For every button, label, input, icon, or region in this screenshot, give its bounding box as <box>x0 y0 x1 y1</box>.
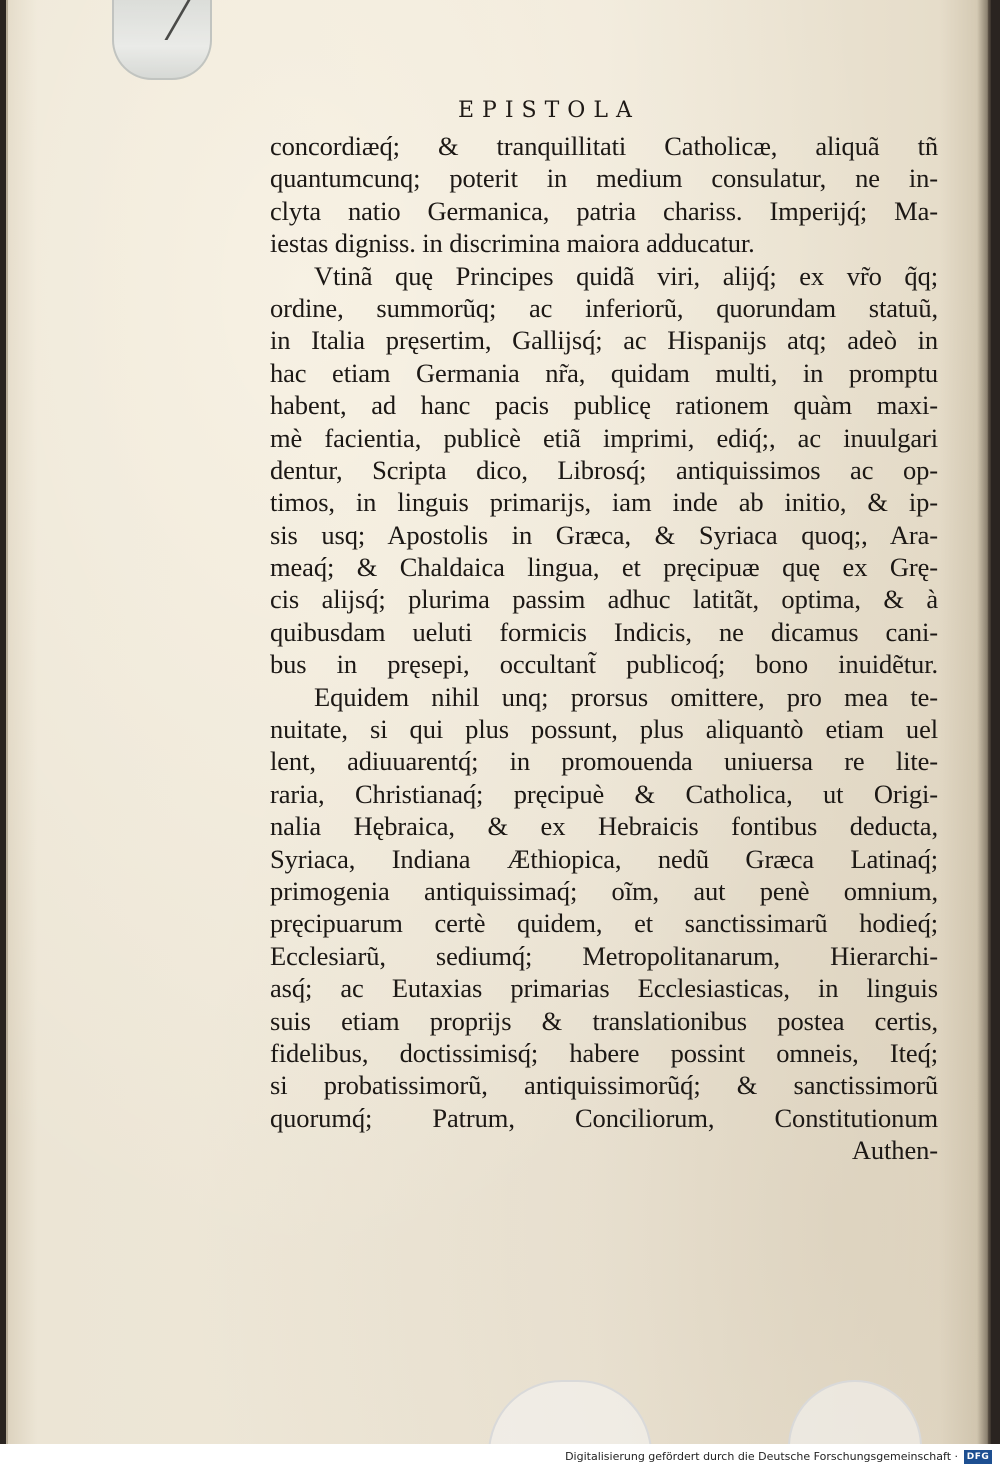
text-line: meaq́; & Chaldaica lingua, et pręcipuæ quę ex Grę- <box>270 552 938 583</box>
text-line: dentur, Scripta dico, Librosq́; antiquissimos ac op- <box>270 454 938 485</box>
text-line: fidelibus, doctissimisq́; habere possint omneis, Iteq́; <box>270 1037 938 1068</box>
text-line: nalia Hębraica, & ex Hebraicis fontibus deducta, <box>270 811 938 842</box>
text-line: sis usq; Apostolis in Græca, & Syriaca quoq;, Ara- <box>270 519 938 550</box>
book-page <box>6 0 991 1444</box>
text-line: Equidem nihil unq; prorsus omittere, pro mea te- <box>314 681 938 712</box>
page-edge-shadow <box>977 0 991 1444</box>
text-line: iestas digniss. in discrimina maiora adducatur. <box>270 228 755 259</box>
text-line: quorumq́; Patrum, Conciliorum, Constitutionum <box>270 1102 938 1133</box>
text-line: in Italia pręsertim, Gallijsq́; ac Hispanijs atq; adeò in <box>270 325 938 356</box>
text-line: pręcipuarum certè quidem, et sanctissimarũ hodieq́; <box>270 908 938 939</box>
text-line: quantumcunq; poterit in medium consulatur, ne in- <box>270 163 938 194</box>
text-line: Syriaca, Indiana Æthiopica, nedũ Græca Latinaq́; <box>270 843 938 874</box>
text-line: Authen- <box>851 1135 938 1166</box>
text-line: cis alijsq́; plurima passim adhuc latitãt, optima, & à <box>270 584 938 615</box>
footer-bar <box>0 1444 1000 1470</box>
text-line: clyta natio Germanica, patria chariss. Imperijq́; Ma- <box>270 195 938 226</box>
text-line: concordiæq́; & tranquillitati Catholicæ, aliquã tñ <box>270 131 938 161</box>
dfg-logo-icon: DFG <box>964 1450 992 1464</box>
text-line: timos, in linguis primarijs, iam inde ab initio, & ip- <box>270 487 938 518</box>
text-line: raria, Christianaq́; pręcipuè & Catholica, ut Origi- <box>270 778 938 809</box>
text-line: suis etiam proprijs & translationibus postea certis, <box>270 1005 938 1036</box>
text-line: lent, adiuuarentq́; in promouenda uniuersa re lite- <box>270 746 938 777</box>
text-line: si probatissimorũ, antiquissimorũq́; & sanctissimorũ <box>270 1070 938 1101</box>
running-head: EPISTOLA <box>458 98 640 123</box>
funding-credit: Digitalisierung gefördert durch die Deutsche Forschungsgemeinschaft · <box>565 1450 958 1463</box>
paper-weight-mark <box>488 1380 652 1444</box>
text-line: Vtinã quę Principes quidã viri, alijq́; ex vr̃o q̃q; <box>314 260 938 291</box>
text-line: ordine, summorũq; ac inferiorũ, quorundam statuũ, <box>270 292 938 323</box>
body-text <box>270 130 938 1167</box>
text-line: hac etiam Germania nr̃a, quidam multi, in promptu <box>270 357 938 388</box>
text-line: quibusdam ueluti formicis Indicis, ne dicamus cani- <box>270 616 938 647</box>
text-line: Ecclesiarũ, sediumq́; Metropolitanarum, Hierarchi- <box>270 940 938 971</box>
page-clip <box>112 0 212 80</box>
text-line: asq́; ac Eutaxias primarias Ecclesiasticas, in linguis <box>270 973 938 1004</box>
text-line: bus in pręsepi, occultant̃ publicoq́; bono inuidẽtur. <box>270 649 938 680</box>
paper-weight-mark-2 <box>788 1380 922 1444</box>
text-line: nuitate, si qui plus possunt, plus aliquantò etiam uel <box>270 714 938 745</box>
text-line: habent, ad hanc pacis publicę rationem quàm maxi- <box>270 390 938 421</box>
text-line: mè facientia, publicè etiã imprimi, ediq́;, ac inuulgari <box>270 422 938 453</box>
text-line: primogenia antiquissimaq́; oĩm, aut penè omnium, <box>270 875 938 906</box>
